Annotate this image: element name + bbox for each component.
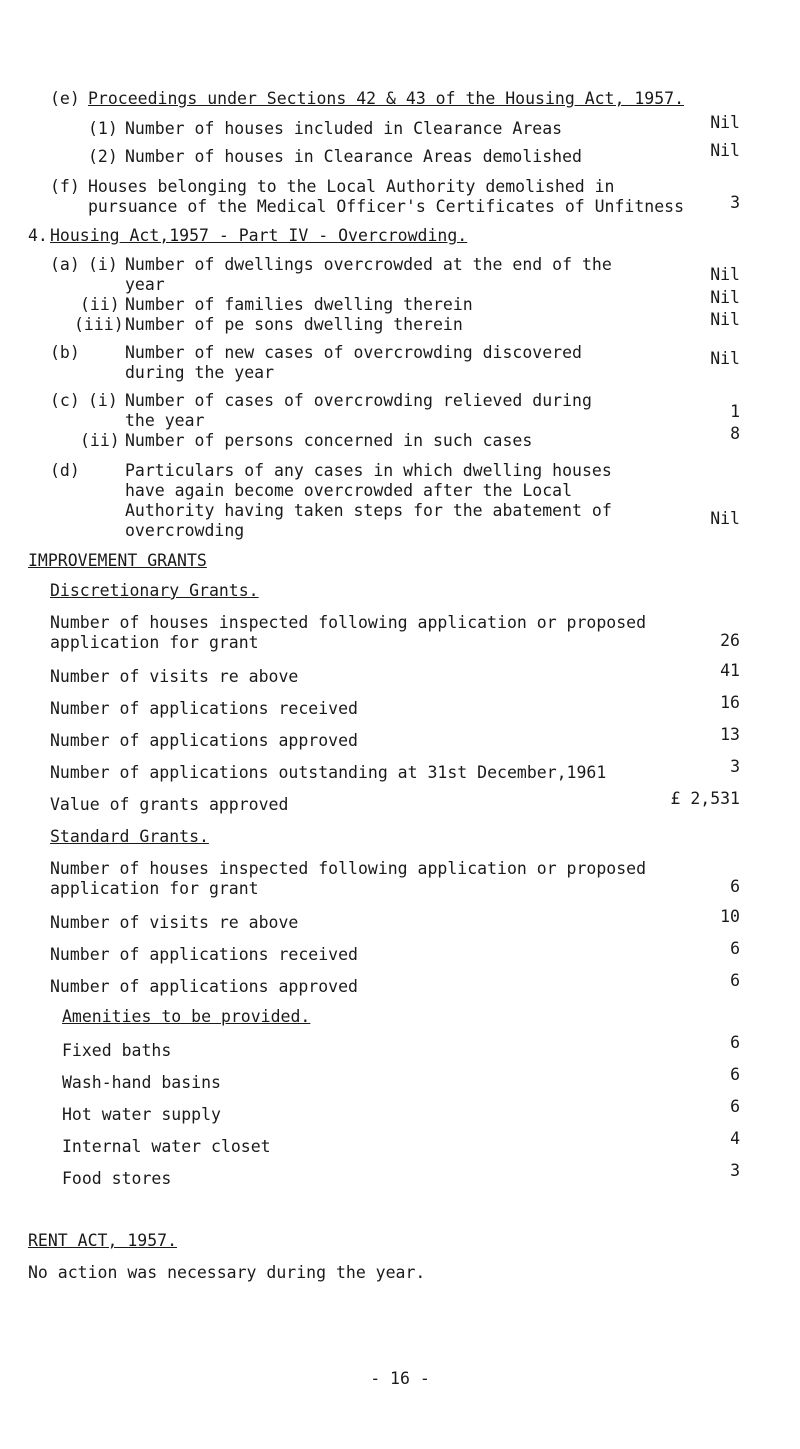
rent-act-heading: RENT ACT, 1957. [28,1231,178,1250]
grant-row-value: 26 [720,631,740,650]
discretionary-grants-heading: Discretionary Grants. [50,581,259,600]
section-f-text: Houses belonging to the Local Authority demolished in [88,177,615,196]
amenity-value: 6 [730,1033,740,1052]
grant-row-value: 6 [730,939,740,958]
amenity-value: 6 [730,1065,740,1084]
item-marker: (ii) [80,431,120,450]
item-text: during the year [125,363,275,382]
amenity-value: 6 [730,1097,740,1116]
amenity-label: Internal water closet [62,1137,271,1156]
grant-row-text: Number of applications outstanding at 31st December,1961 [50,763,607,782]
item-text: Number of new cases of overcrowding discovered [125,343,582,362]
item-text: overcrowding [125,521,245,540]
amenity-value: 4 [730,1129,740,1148]
section-e-item-text: Number of houses included in Clearance Areas [125,119,563,138]
amenity-label: Fixed baths [62,1041,172,1060]
grant-row-value: 41 [720,661,740,680]
item-text: Authority having taken steps for the abatement of [125,501,612,520]
improvement-grants-heading: IMPROVEMENT GRANTS [28,551,207,570]
section-f-value: 3 [730,193,740,212]
section-f-text: pursuance of the Medical Officer's Certificates of Unfitness [88,197,685,216]
item-value: Nil [710,509,740,528]
grant-row-text: Number of visits re above [50,667,299,686]
grant-row-value: 6 [730,971,740,990]
grant-row-text: Number of houses inspected following application or proposed [50,859,647,878]
item-text: Number of families dwelling therein [125,295,473,314]
grant-row-value: 16 [720,693,740,712]
grant-row-text: Number of houses inspected following application or proposed [50,613,647,632]
section-e-item-marker: (1) [88,119,118,138]
grant-row-text: Number of visits re above [50,913,299,932]
grant-row-text: Value of grants approved [50,795,289,814]
grant-row-value: 3 [730,757,740,776]
amenity-value: 3 [730,1161,740,1180]
grant-row-value: 10 [720,907,740,926]
rent-act-text: No action was necessary during the year. [28,1263,426,1282]
standard-grants-heading: Standard Grants. [50,827,209,846]
section-4-heading: Housing Act,1957 - Part IV - Overcrowding. [50,226,468,245]
section-e-heading: Proceedings under Sections 42 & 43 of the Housing Act, 1957. [88,89,685,108]
item-marker: (i) [88,255,118,274]
item-value: 8 [730,424,740,443]
page-number: - 16 - [370,1369,430,1388]
section-f-marker: (f) [50,177,80,196]
item-text: have again become overcrowded after the Local [125,481,573,500]
grant-row-text: Number of applications received [50,699,358,718]
amenity-label: Wash-hand basins [62,1073,221,1092]
section-4a-marker: (a) [50,255,80,274]
grant-row-text: application for grant [50,633,259,652]
section-number: 4. [28,226,48,245]
grant-row-text: Number of applications approved [50,977,358,996]
grant-row-value: £ 2,531 [670,789,740,808]
item-text: Particulars of any cases in which dwelling houses [125,461,612,480]
item-text: year [125,275,165,294]
grant-row-value: 13 [720,725,740,744]
grant-row-text: Number of applications approved [50,731,358,750]
grant-row-value: 6 [730,877,740,896]
section-e-marker: (e) [50,89,80,108]
item-text: Number of dwellings overcrowded at the end of the [125,255,612,274]
section-4b-marker: (b) [50,343,80,362]
item-value: Nil [710,349,740,368]
item-marker: (iii) [74,315,124,334]
amenity-label: Food stores [62,1169,172,1188]
item-value: Nil [710,265,740,284]
item-text: Number of pe sons dwelling therein [125,315,463,334]
item-text: the year [125,411,205,430]
section-e-item-marker: (2) [88,147,118,166]
section-e-item-value: Nil [710,141,740,160]
amenity-label: Hot water supply [62,1105,221,1124]
section-e-item-text: Number of houses in Clearance Areas demolished [125,147,582,166]
amenities-heading: Amenities to be provided. [62,1007,311,1026]
item-marker: (i) [88,391,118,410]
section-e-item-value: Nil [710,113,740,132]
item-value: Nil [710,288,740,307]
grant-row-text: application for grant [50,879,259,898]
item-value: 1 [730,402,740,421]
section-4d-marker: (d) [50,461,80,480]
section-4c-marker: (c) [50,391,80,410]
item-text: Number of persons concerned in such cases [125,431,533,450]
grant-row-text: Number of applications received [50,945,358,964]
item-marker: (ii) [80,295,120,314]
item-text: Number of cases of overcrowding relieved during [125,391,592,410]
item-value: Nil [710,310,740,329]
